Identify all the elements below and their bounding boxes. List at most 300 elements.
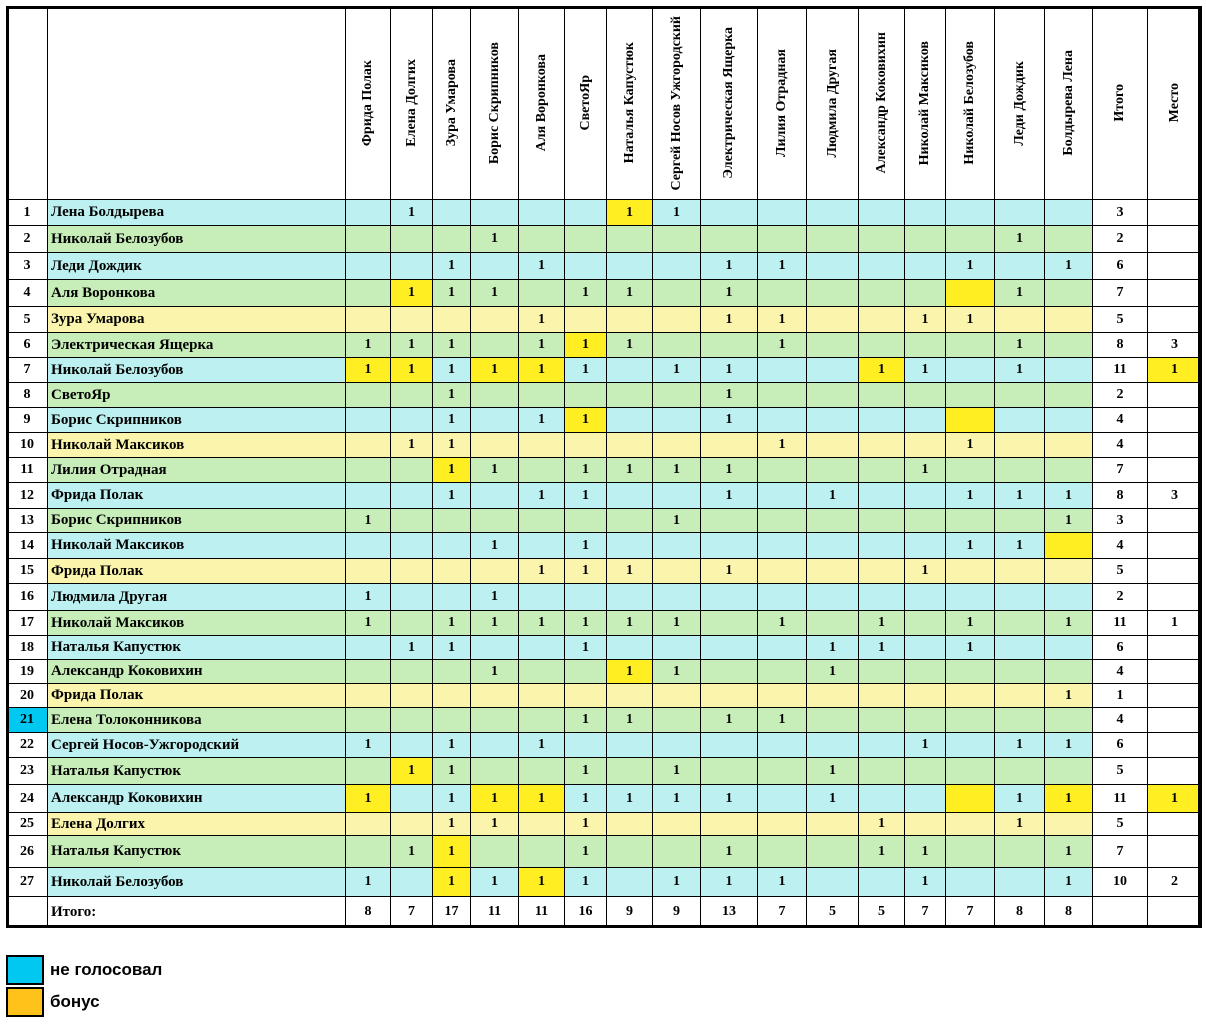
vote-cell [652, 252, 701, 280]
column-total: 5 [858, 896, 905, 928]
vote-cell: 1 [700, 279, 758, 307]
vote-cell [518, 812, 565, 836]
row-name: Борис Скрипников [47, 407, 346, 433]
vote-cell: 1 [757, 867, 807, 897]
vote-cell [806, 532, 859, 559]
totals-label: Итого: [47, 896, 346, 928]
row-name: Николай Белозубов [47, 867, 346, 897]
voter-name: Борис Скрипников [486, 41, 502, 165]
vote-cell: 1 [390, 279, 433, 307]
vote-cell [390, 707, 433, 733]
row-number: 14 [6, 532, 48, 559]
vote-cell: 1 [904, 558, 946, 584]
vote-cell [945, 382, 995, 408]
vote-cell: 1 [432, 482, 471, 509]
header-voter-cell [564, 6, 607, 200]
vote-cell [904, 583, 946, 611]
vote-cell: 1 [345, 357, 391, 383]
vote-cell [1044, 382, 1093, 408]
vote-cell [858, 707, 905, 733]
voter-name: Николай Белозубов [962, 41, 977, 165]
vote-cell [700, 225, 758, 253]
vote-cell [945, 812, 995, 836]
vote-cell: 1 [904, 835, 946, 868]
vote-cell [518, 635, 565, 660]
vote-cell [564, 306, 607, 333]
vote-cell [757, 683, 807, 708]
vote-cell [904, 707, 946, 733]
vote-cell: 1 [345, 867, 391, 897]
vote-cell [945, 332, 995, 358]
row-number: 26 [6, 835, 48, 868]
vote-cell [606, 732, 653, 758]
vote-cell: 1 [757, 610, 807, 636]
vote-cell [904, 659, 946, 684]
vote-cell [994, 306, 1045, 333]
row-number: 18 [6, 635, 48, 660]
header-voter-cell [806, 6, 859, 200]
vote-cell: 1 [564, 812, 607, 836]
vote-cell: 1 [904, 457, 946, 483]
vote-cell [1044, 457, 1093, 483]
vote-cell [606, 432, 653, 458]
vote-cell: 1 [652, 199, 701, 226]
vote-cell [470, 732, 519, 758]
vote-cell: 1 [470, 457, 519, 483]
row-total: 6 [1092, 252, 1148, 280]
row-number: 22 [6, 732, 48, 758]
vote-cell [994, 757, 1045, 785]
row-name: Александр Коковихин [47, 659, 346, 684]
row-number: 13 [6, 508, 48, 533]
vote-cell [945, 357, 995, 383]
vote-cell: 1 [945, 432, 995, 458]
vote-cell [345, 432, 391, 458]
vote-cell [806, 812, 859, 836]
vote-cell [994, 635, 1045, 660]
vote-cell [904, 432, 946, 458]
vote-cell: 1 [1044, 732, 1093, 758]
vote-cell [904, 610, 946, 636]
vote-cell [700, 508, 758, 533]
vote-cell [606, 683, 653, 708]
vote-cell [606, 225, 653, 253]
vote-cell [470, 382, 519, 408]
vote-cell [994, 835, 1045, 868]
vote-cell [470, 482, 519, 509]
vote-cell: 1 [700, 558, 758, 584]
row-name: Наталья Капустюк [47, 757, 346, 785]
vote-cell [700, 683, 758, 708]
vote-cell: 1 [564, 279, 607, 307]
vote-cell [518, 457, 565, 483]
vote-cell [757, 279, 807, 307]
vote-cell [1044, 707, 1093, 733]
vote-cell [904, 508, 946, 533]
column-total: 17 [432, 896, 471, 928]
vote-cell [757, 659, 807, 684]
vote-cell [858, 583, 905, 611]
vote-cell [858, 532, 905, 559]
vote-cell [518, 279, 565, 307]
vote-cell [700, 432, 758, 458]
voter-name: Александр Коковихин [873, 32, 889, 174]
column-total: 11 [518, 896, 565, 928]
header-voter-cell [904, 6, 946, 200]
vote-cell: 1 [700, 707, 758, 733]
vote-cell [700, 610, 758, 636]
row-number: 1 [6, 199, 48, 226]
vote-cell [806, 457, 859, 483]
vote-cell [470, 306, 519, 333]
vote-cell [858, 306, 905, 333]
vote-cell: 1 [994, 357, 1045, 383]
vote-cell [904, 382, 946, 408]
row-name: Николай Максиков [47, 532, 346, 559]
vote-cell: 1 [518, 558, 565, 584]
vote-cell [432, 683, 471, 708]
vote-cell [806, 279, 859, 307]
vote-cell [432, 532, 471, 559]
row-total: 10 [1092, 867, 1148, 897]
row-total: 4 [1092, 532, 1148, 559]
vote-cell [994, 252, 1045, 280]
vote-cell: 1 [470, 610, 519, 636]
row-total: 4 [1092, 407, 1148, 433]
vote-cell [757, 757, 807, 785]
vote-cell [652, 432, 701, 458]
vote-cell [945, 683, 995, 708]
vote-cell [806, 683, 859, 708]
vote-cell [652, 306, 701, 333]
vote-cell: 1 [945, 532, 995, 559]
row-total: 5 [1092, 306, 1148, 333]
vote-cell: 1 [518, 867, 565, 897]
vote-cell: 1 [390, 357, 433, 383]
vote-cell [652, 732, 701, 758]
vote-cell [564, 732, 607, 758]
vote-cell: 1 [858, 635, 905, 660]
row-number: 2 [6, 225, 48, 253]
row-total: 3 [1092, 508, 1148, 533]
vote-cell [1044, 225, 1093, 253]
legend-swatch-bonus [6, 987, 44, 1017]
vote-cell [994, 558, 1045, 584]
vote-cell [1044, 306, 1093, 333]
vote-cell [606, 382, 653, 408]
vote-cell [432, 508, 471, 533]
vote-cell [518, 583, 565, 611]
vote-cell [700, 332, 758, 358]
voter-name: Болдырева Лена [1060, 50, 1076, 156]
row-total: 5 [1092, 757, 1148, 785]
vote-cell [652, 482, 701, 509]
vote-cell [994, 457, 1045, 483]
vote-cell: 1 [700, 867, 758, 897]
vote-cell [606, 482, 653, 509]
vote-cell [858, 432, 905, 458]
vote-cell: 1 [390, 199, 433, 226]
vote-cell [606, 407, 653, 433]
row-name: Елена Толоконникова [47, 707, 346, 733]
row-place: 3 [1147, 482, 1202, 509]
vote-cell [652, 583, 701, 611]
vote-cell [390, 659, 433, 684]
row-number: 6 [6, 332, 48, 358]
vote-cell [904, 784, 946, 813]
row-total: 5 [1092, 558, 1148, 584]
vote-cell [806, 199, 859, 226]
vote-cell [345, 558, 391, 584]
vote-cell: 1 [564, 332, 607, 358]
vote-cell: 1 [994, 812, 1045, 836]
vote-cell: 1 [700, 407, 758, 433]
vote-cell: 1 [470, 225, 519, 253]
row-number: 19 [6, 659, 48, 684]
vote-cell [345, 757, 391, 785]
vote-cell [945, 508, 995, 533]
vote-cell [345, 306, 391, 333]
vote-cell [564, 225, 607, 253]
vote-cell [945, 279, 995, 307]
vote-cell: 1 [390, 332, 433, 358]
totals-number-cell [6, 896, 48, 928]
row-total: 7 [1092, 279, 1148, 307]
vote-cell: 1 [564, 558, 607, 584]
vote-cell [904, 199, 946, 226]
vote-cell [757, 225, 807, 253]
vote-cell [470, 252, 519, 280]
vote-cell [945, 732, 995, 758]
vote-cell: 1 [994, 332, 1045, 358]
vote-cell: 1 [470, 532, 519, 559]
vote-cell [994, 867, 1045, 897]
row-total: 7 [1092, 457, 1148, 483]
vote-cell [652, 225, 701, 253]
vote-cell: 1 [652, 457, 701, 483]
vote-cell [858, 659, 905, 684]
row-name: Елена Долгих [47, 812, 346, 836]
vote-cell: 1 [606, 199, 653, 226]
vote-cell: 1 [345, 508, 391, 533]
vote-cell: 1 [904, 357, 946, 383]
vote-cell: 1 [390, 835, 433, 868]
row-total: 1 [1092, 683, 1148, 708]
row-place [1147, 279, 1202, 307]
row-place [1147, 432, 1202, 458]
vote-cell: 1 [994, 225, 1045, 253]
vote-cell [390, 867, 433, 897]
vote-cell [606, 252, 653, 280]
vote-cell: 1 [432, 279, 471, 307]
vote-cell [806, 407, 859, 433]
row-total: 11 [1092, 357, 1148, 383]
vote-cell: 1 [518, 482, 565, 509]
row-place [1147, 407, 1202, 433]
row-name: Николай Максиков [47, 432, 346, 458]
vote-cell [700, 199, 758, 226]
header-voter-cell [945, 6, 995, 200]
vote-cell: 1 [470, 357, 519, 383]
row-place [1147, 583, 1202, 611]
row-place [1147, 306, 1202, 333]
vote-cell: 1 [757, 306, 807, 333]
vote-cell: 1 [432, 332, 471, 358]
row-name: Наталья Капустюк [47, 635, 346, 660]
column-total: 7 [904, 896, 946, 928]
legend-bonus [6, 987, 100, 1017]
vote-cell: 1 [390, 635, 433, 660]
vote-cell: 1 [652, 357, 701, 383]
vote-cell [700, 532, 758, 559]
vote-cell [806, 610, 859, 636]
vote-cell [1044, 635, 1093, 660]
vote-cell: 1 [345, 784, 391, 813]
vote-cell [432, 225, 471, 253]
vote-cell: 1 [1044, 784, 1093, 813]
vote-cell [518, 508, 565, 533]
vote-cell [1044, 407, 1093, 433]
vote-cell: 1 [652, 867, 701, 897]
row-name: Николай Максиков [47, 610, 346, 636]
vote-cell [432, 659, 471, 684]
row-total: 2 [1092, 382, 1148, 408]
vote-cell: 1 [700, 357, 758, 383]
vote-cell [994, 199, 1045, 226]
vote-cell [1044, 558, 1093, 584]
vote-cell [1044, 279, 1093, 307]
row-number: 17 [6, 610, 48, 636]
vote-cell [904, 532, 946, 559]
vote-cell [904, 812, 946, 836]
vote-cell [470, 757, 519, 785]
vote-cell: 1 [806, 482, 859, 509]
vote-cell [757, 784, 807, 813]
column-total: 16 [564, 896, 607, 928]
vote-cell: 1 [1044, 835, 1093, 868]
vote-cell [652, 683, 701, 708]
vote-cell: 1 [432, 610, 471, 636]
vote-cell [757, 583, 807, 611]
row-place: 1 [1147, 784, 1202, 813]
legend-not-voted [6, 955, 162, 985]
vote-cell: 1 [757, 432, 807, 458]
column-total: 8 [994, 896, 1045, 928]
vote-cell [432, 199, 471, 226]
vote-cell [757, 558, 807, 584]
column-total: 5 [806, 896, 859, 928]
vote-cell: 1 [858, 835, 905, 868]
voter-name: Зура Умарова [443, 59, 459, 147]
row-name: Борис Скрипников [47, 508, 346, 533]
row-number: 10 [6, 432, 48, 458]
vote-cell [606, 812, 653, 836]
row-place [1147, 382, 1202, 408]
vote-cell: 1 [518, 357, 565, 383]
row-place [1147, 199, 1202, 226]
vote-cell [1044, 432, 1093, 458]
voter-name: СветоЯр [577, 75, 593, 131]
legend-label-not-voted: не голосовал [50, 960, 163, 979]
vote-cell [390, 583, 433, 611]
vote-cell: 1 [432, 835, 471, 868]
vote-cell: 1 [858, 812, 905, 836]
vote-cell: 1 [564, 635, 607, 660]
header-total-label: Итого [1112, 84, 1127, 122]
vote-cell: 1 [1044, 508, 1093, 533]
row-number: 5 [6, 306, 48, 333]
vote-cell [564, 432, 607, 458]
vote-cell [470, 707, 519, 733]
header-voter-cell [994, 6, 1045, 200]
vote-cell [432, 707, 471, 733]
vote-cell [606, 357, 653, 383]
vote-cell: 1 [432, 252, 471, 280]
vote-cell [904, 683, 946, 708]
vote-cell [564, 583, 607, 611]
vote-cell: 1 [652, 610, 701, 636]
vote-cell [652, 382, 701, 408]
row-total: 4 [1092, 432, 1148, 458]
vote-cell [806, 707, 859, 733]
row-name: Фрида Полак [47, 683, 346, 708]
vote-cell: 1 [757, 332, 807, 358]
vote-cell [904, 225, 946, 253]
row-place: 2 [1147, 867, 1202, 897]
header-voter-cell [757, 6, 807, 200]
vote-cell [606, 583, 653, 611]
vote-cell [345, 252, 391, 280]
vote-cell [904, 635, 946, 660]
vote-cell: 1 [858, 357, 905, 383]
voter-name: Наталья Капустюк [621, 42, 637, 164]
vote-cell [945, 784, 995, 813]
vote-cell: 1 [904, 732, 946, 758]
vote-cell [390, 558, 433, 584]
row-total: 8 [1092, 482, 1148, 509]
vote-cell [806, 306, 859, 333]
vote-cell [518, 432, 565, 458]
vote-cell [390, 306, 433, 333]
row-number: 8 [6, 382, 48, 408]
row-total: 4 [1092, 707, 1148, 733]
vote-cell [345, 812, 391, 836]
header-voter-cell [1044, 6, 1093, 200]
vote-cell: 1 [1044, 610, 1093, 636]
column-total: 7 [945, 896, 995, 928]
vote-cell [806, 432, 859, 458]
vote-cell: 1 [858, 610, 905, 636]
vote-cell: 1 [432, 382, 471, 408]
vote-cell: 1 [432, 457, 471, 483]
vote-cell: 1 [606, 457, 653, 483]
vote-cell [700, 732, 758, 758]
vote-cell: 1 [652, 659, 701, 684]
vote-cell [994, 508, 1045, 533]
vote-cell [470, 407, 519, 433]
vote-cell [858, 508, 905, 533]
vote-cell [858, 332, 905, 358]
voter-name: Елена Долгих [403, 59, 419, 147]
vote-cell [757, 457, 807, 483]
vote-cell [757, 635, 807, 660]
row-number: 15 [6, 558, 48, 584]
vote-cell [606, 635, 653, 660]
vote-cell [757, 732, 807, 758]
vote-cell [652, 332, 701, 358]
vote-cell [606, 835, 653, 868]
vote-cell: 1 [700, 482, 758, 509]
